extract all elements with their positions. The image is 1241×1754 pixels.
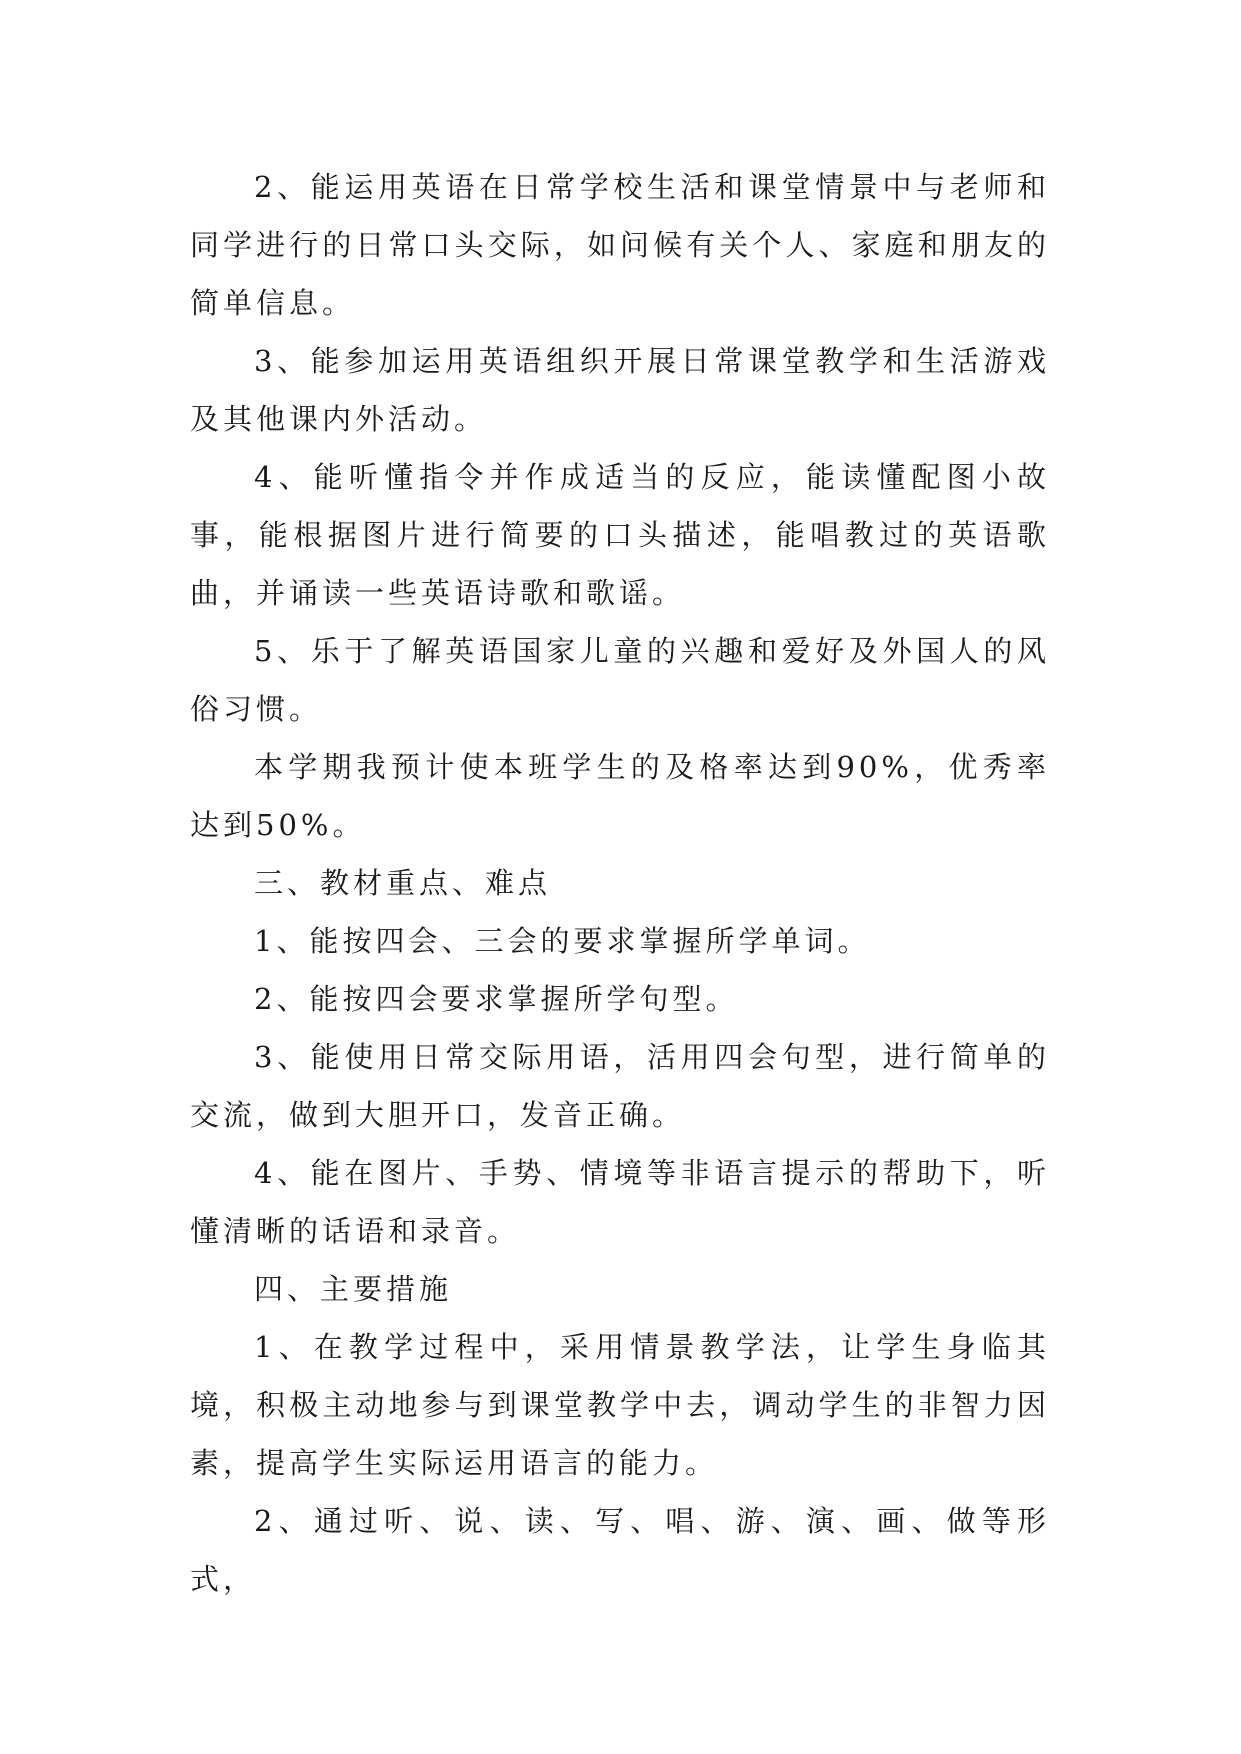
- document-body: [190, 158, 1050, 1608]
- paragraph-goal-4: 4、能听懂指令并作成适当的反应，能读懂配图小故事，能根据图片进行简要的口头描述，能唱教过的英语歌曲，并诵读一些英语诗歌和歌谣。: [190, 460, 1050, 610]
- paragraph-goal-5: 5、乐于了解英语国家儿童的兴趣和爱好及外国人的风俗习惯。: [190, 634, 1050, 726]
- paragraph-key-point-3: 3、能使用日常交际用语，活用四会句型，进行简单的交流，做到大胆开口，发音正确。: [190, 1040, 1050, 1132]
- paragraph-measure-1: 1、在教学过程中，采用情景教学法，让学生身临其境，积极主动地参与到课堂教学中去，调动学生的非智力因素，提高学生实际运用语言的能力。: [190, 1330, 1050, 1480]
- section-heading-measures: 四、主要措施: [254, 1272, 453, 1306]
- paragraph-goal-3: 3、能参加运用英语组织开展日常课堂教学和生活游戏及其他课内外活动。: [190, 344, 1050, 436]
- paragraph-measure-2: 2、通过听、说、读、写、唱、游、演、画、做等形式，: [190, 1504, 1050, 1596]
- paragraph-key-point-4: 4、能在图片、手势、情境等非语言提示的帮助下，听懂清晰的话语和录音。: [190, 1156, 1050, 1248]
- paragraph-goal-2: 2、能运用英语在日常学校生活和课堂情景中与老师和同学进行的日常口头交际，如问候有关个人、家庭和朋友的简单信息。: [190, 170, 1050, 320]
- paragraph-key-point-1: 1、能按四会、三会的要求掌握所学单词。: [254, 924, 871, 958]
- paragraph-pass-rate: 本学期我预计使本班学生的及格率达到90%，优秀率达到50%。: [190, 750, 1050, 842]
- paragraph-key-point-2: 2、能按四会要求掌握所学句型。: [254, 982, 739, 1016]
- section-heading-key-points: 三、教材重点、难点: [254, 866, 552, 900]
